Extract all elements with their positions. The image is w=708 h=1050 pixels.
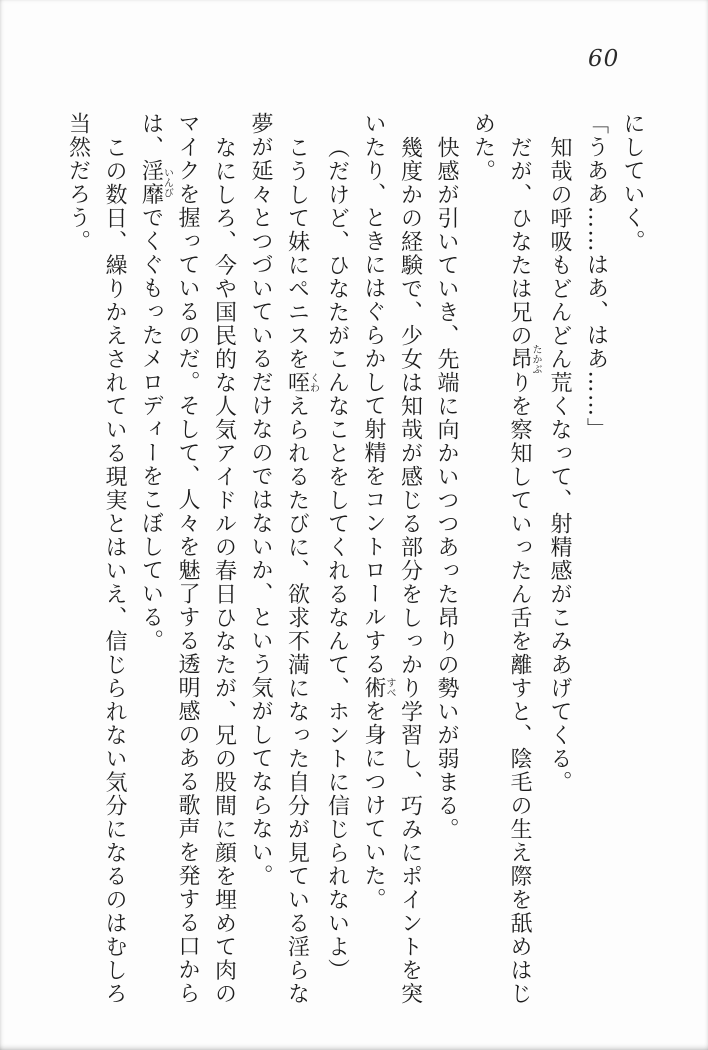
furigana-ruby: 昂たかぶ [507,343,541,374]
paragraph-4: だが、ひなたは兄の昂たかぶりを察知していったん舌を離すと、陰毛の生え際を舐めはじ めた。 [470,112,541,1005]
paragraph-6: 幾度かの経験で、少女は知哉が感じる部分をしっかり学習し、巧みにポイントを突 いたり、ときにはぐらかして射精をコントロールする術すべを身につけていた。 [361,112,423,1005]
paragraph-5: 快感が引いていき、先端に向かいつつあった昂りの勢いが弱まる。 [434,135,459,841]
paragraph-1: にしていく。 [620,112,645,253]
page-number: 60 [588,46,620,72]
vertical-text-block [59,112,650,1012]
furigana-ruby: 術すべ [361,676,395,700]
paragraph-2: 「うああ……はあ、はあ……」 [583,112,609,441]
paragraph-10: この数日、繰りかえされている現実とはいえ、信じられない気分になるのはむしろ 当然だろう。 [65,112,127,1005]
paragraph-9: なにしろ、今や国民的な人気アイドルの春日ひなたが、兄の股間に顔を埋めて肉の マイクを握っているのだ。そして、人々を魅了する透明感のある歌声を発する口から は、淫靡いんびでくぐもったメロディーをこぼしている。 [138,112,237,1005]
paragraph-7: （だけど、ひなたがこんなことをしてくれるなんて、ホントに信じられないよ） [324,135,350,982]
paragraph-8: こうして妹にペニスを咥くわえられるたびに、欲求不満になった自分が見ている淫らな 夢が延々とつづいているだけなのではないか、という気がしてならない。 [248,112,319,1005]
furigana-ruby: 淫靡いんび [138,159,173,206]
paragraph-3: 知哉の呼吸もどんどん荒くなって、射精感がこみあげてくる。 [547,135,572,794]
furigana-ruby: 咥くわ [284,370,319,394]
